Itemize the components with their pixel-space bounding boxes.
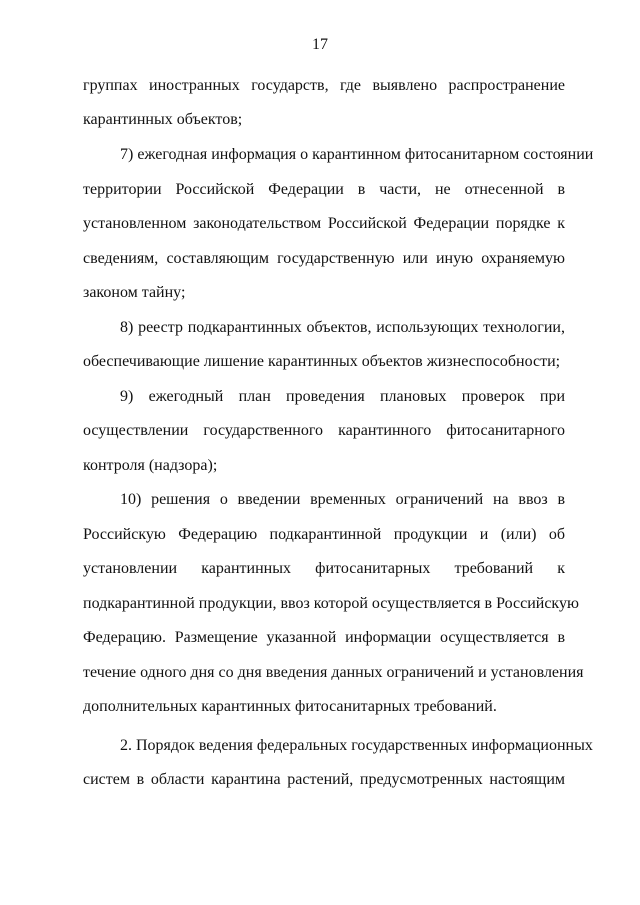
text-line: дополнительных карантинных фитосанитарных требований. — [83, 698, 497, 715]
text-line: осуществлении государственного карантинного фитосанитарного — [83, 422, 565, 439]
text-line: сведениям, составляющим государственную или иную охраняемую — [83, 250, 565, 267]
text-line: 10) решения о введении временных ограничений на ввоз в — [120, 491, 565, 508]
text-line: обеспечивающие лишение карантинных объектов жизнеспособности; — [83, 353, 561, 370]
text-line: контроля (надзора); — [83, 457, 218, 474]
text-line: установленном законодательством Российской Федерации порядке к — [83, 215, 565, 232]
text-line: систем в области карантина растений, предусмотренных настоящим — [83, 771, 565, 788]
text-line: установлении карантинных фитосанитарных требований к — [83, 560, 565, 577]
text-line: 7) ежегодная информация о карантинном фитосанитарном состоянии — [120, 146, 594, 163]
text-line: течение одного дня со дня введения данных ограничений и установления — [83, 664, 584, 681]
text-line: законом тайну; — [83, 284, 186, 301]
text-line: территории Российской Федерации в части, не отнесенной в — [83, 181, 565, 198]
text-line: группах иностранных государств, где выявлено распространение — [83, 77, 565, 94]
text-line: подкарантинной продукции, ввоз которой осуществляется в Российскую — [83, 595, 579, 612]
text-line: 9) ежегодный план проведения плановых проверок при — [120, 388, 565, 405]
text-line: Федерацию. Размещение указанной информации осуществляется в — [83, 629, 565, 646]
text-line: Российскую Федерацию подкарантинной продукции и (или) об — [83, 526, 565, 543]
text-line: 2. Порядок ведения федеральных государственных информационных — [120, 737, 593, 754]
text-line: 8) реестр подкарантинных объектов, использующих технологии, — [120, 319, 565, 336]
text-line: карантинных объектов; — [83, 111, 243, 128]
page-number: 17 — [312, 36, 328, 53]
